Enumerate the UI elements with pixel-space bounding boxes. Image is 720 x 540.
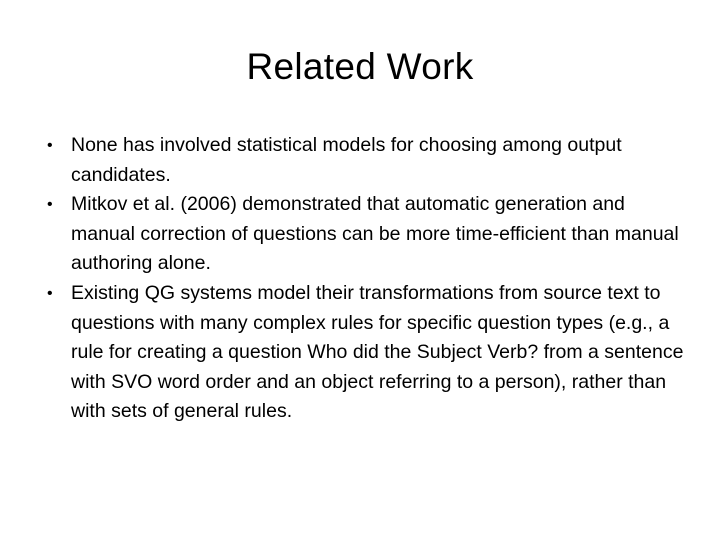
slide-title: Related Work: [246, 46, 474, 87]
bullet-text: Existing QG systems model their transformations from source text to questions with many complex rules for specific question types (e.g., a rule for creating a question Who did the Subject Verb? from a sentence with SVO word order and an object referring to a person), rather than with sets of general rules.: [71, 281, 684, 423]
bullet-dot-icon: •: [47, 137, 53, 154]
bullet-item: [47, 279, 687, 427]
bullet-dot-icon: •: [47, 196, 53, 214]
bullet-text: None has involved statistical models for choosing among output candidates.: [71, 134, 622, 186]
bullet-list: [47, 131, 687, 427]
bullet-dot-icon: •: [47, 284, 53, 302]
bullet-item: [47, 131, 687, 190]
bullet-text: Mitkov et al. (2006) demonstrated that automatic generation and manual correction of questions can be more time-efficient than manual authoring alone.: [71, 193, 679, 275]
bullet-item: [47, 190, 687, 279]
